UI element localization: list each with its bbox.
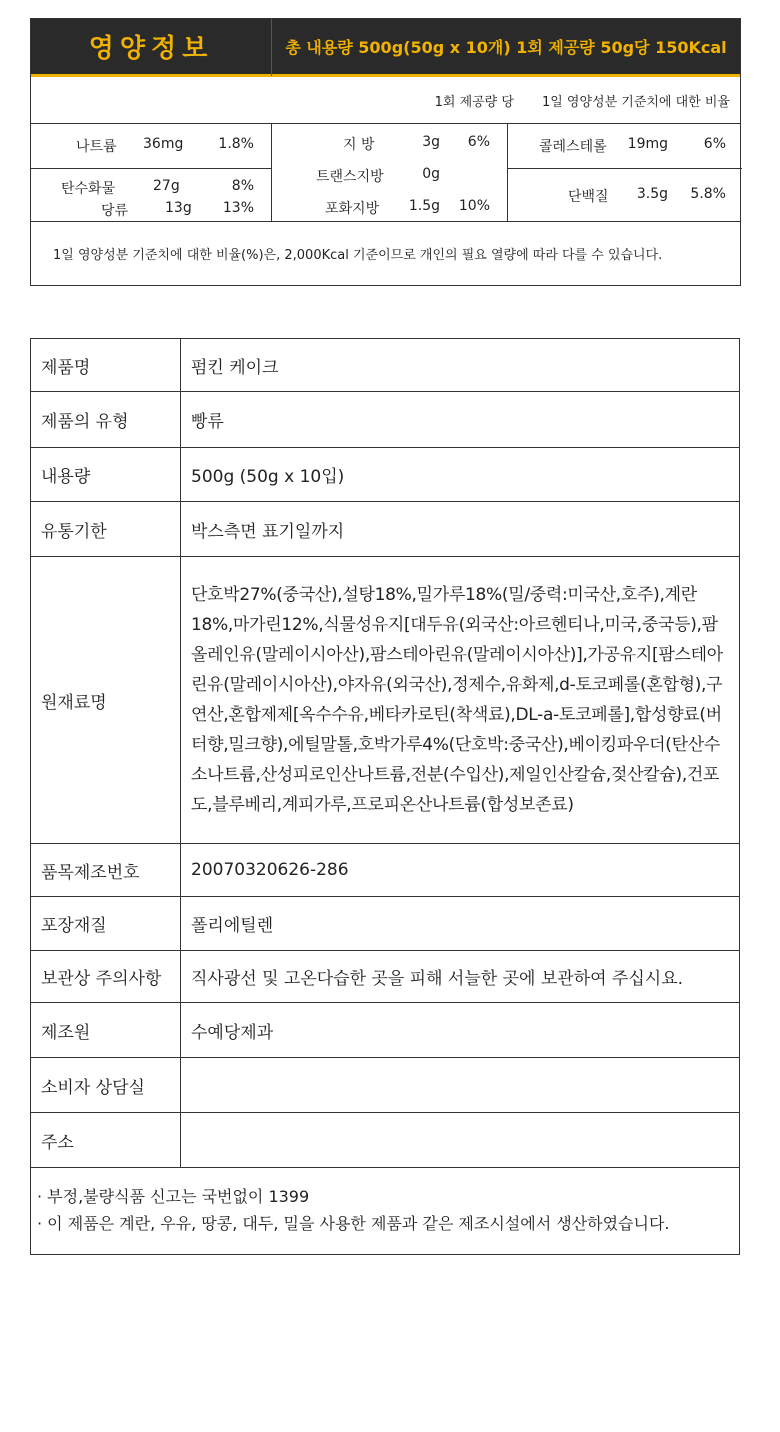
- row-value: [181, 1113, 740, 1168]
- nutrition-summary: 총 내용량 500g(50g x 10개) 1회 제공량 50g당 150Kcal: [285, 38, 727, 57]
- cholesterol-name: 콜레스테롤: [539, 139, 607, 155]
- row-value: 펌킨 케이크: [181, 339, 740, 392]
- carb-pct: 8%: [231, 178, 254, 194]
- row-label: 주소: [31, 1113, 181, 1168]
- grid-divider: [507, 124, 508, 222]
- note-line: · 이 제품은 계란, 우유, 땅콩, 대두, 밀을 사용한 제품과 같은 제조시설에서 생산하였습니다.: [37, 1214, 670, 1233]
- row-value: 수예당제과: [181, 1003, 740, 1058]
- trans-fat-name: 트랜스지방: [316, 169, 384, 185]
- nutrition-header: [31, 19, 740, 77]
- row-label: 유통기한: [31, 502, 181, 557]
- row-label: 내용량: [31, 448, 181, 502]
- row-label: 소비자 상담실: [31, 1058, 181, 1113]
- sat-fat-name: 포화지방: [325, 201, 380, 217]
- fat-amount: 3g: [422, 134, 440, 150]
- cholesterol-pct: 6%: [703, 136, 726, 152]
- nutrition-panel: [30, 18, 741, 286]
- row-value: 박스측면 표기일까지: [181, 502, 740, 557]
- sugar-amount: 13g: [165, 200, 192, 216]
- nutrition-title: 영양정보: [88, 34, 214, 64]
- table-row: [31, 339, 740, 392]
- fat-pct: 6%: [467, 134, 490, 150]
- nutrition-footnote: 1일 영양성분 기준치에 대한 비율(%)은, 2,000Kcal 기준이므로 개인의 필요 열량에 따라 다를 수 있습니다.: [53, 247, 663, 263]
- table-row: [31, 1113, 740, 1168]
- grid-divider: [31, 168, 271, 169]
- table-row: [31, 448, 740, 502]
- sodium-name: 나트륨: [76, 139, 117, 155]
- sat-fat-pct: 10%: [458, 198, 490, 214]
- col-daily-ratio: 1일 영양성분 기준치에 대한 비율: [541, 94, 730, 110]
- grid-divider: [271, 124, 272, 222]
- carb-name: 탄수화물: [61, 181, 116, 197]
- table-row: [31, 951, 740, 1003]
- carb-amount: 27g: [153, 178, 180, 194]
- grid-divider: [507, 168, 742, 169]
- row-label: 제조원: [31, 1003, 181, 1058]
- row-label: 원재료명: [31, 557, 181, 844]
- nutrition-column-header: [31, 77, 740, 124]
- sugar-pct: 13%: [222, 200, 254, 216]
- row-label: 포장재질: [31, 897, 181, 951]
- notes-box: [30, 1167, 740, 1255]
- col-per-serving: 1회 제공량 당: [434, 94, 514, 110]
- cholesterol-amount: 19mg: [627, 136, 668, 152]
- table-row: [31, 897, 740, 951]
- table-row: [31, 1058, 740, 1113]
- fat-name: 지 방: [343, 137, 375, 153]
- product-info-table: [30, 338, 740, 1168]
- table-row: [31, 392, 740, 448]
- nutrition-grid: [31, 124, 740, 222]
- note-line: · 부정,불량식품 신고는 국번없이 1399: [37, 1187, 310, 1206]
- row-label: 보관상 주의사항: [31, 951, 181, 1003]
- row-value: 500g (50g x 10입): [181, 448, 740, 502]
- sodium-amount: 36mg: [143, 136, 184, 152]
- table-row: [31, 844, 740, 897]
- row-label: 제품명: [31, 339, 181, 392]
- protein-amount: 3.5g: [636, 186, 668, 202]
- row-value: 20070320626-286: [181, 844, 740, 897]
- sat-fat-amount: 1.5g: [408, 198, 440, 214]
- protein-pct: 5.8%: [690, 186, 726, 202]
- sugar-name: 당류: [101, 203, 129, 219]
- row-value: [181, 1058, 740, 1113]
- row-value: 빵류: [181, 392, 740, 448]
- protein-name: 단백질: [568, 189, 609, 205]
- row-value: 폴리에틸렌: [181, 897, 740, 951]
- table-row: [31, 502, 740, 557]
- sodium-pct: 1.8%: [218, 136, 254, 152]
- ingredients-value: 단호박27%(중국산),설탕18%,밀가루18%(밀/중력:미국산,호주),계란18%,마가린12%,식물성유지[대두유(외국산:아르헨티나,미국,중국등),팜올레인유(말레이시아산),팜스테아린유(말레이시아산)],가공유지[팜스테아린유(말레이시아산),야자유(외국산),정제수,유화제,d-토코페롤(혼합형),구연산,혼합제제[옥수수유,베타카로틴(착색료),DL-a-토코페롤],합성향료(버터향,밀크향),에틸말톨,호박가루4%(단호박:중국산),베이킹파우더(탄산수소나트륨,산성피로인산나트륨,전분(수입산),제일인산칼슘,젖산칼슘),건포도,블루베리,계피가루,프로피온산나트륨(합성보존료): [181, 557, 740, 844]
- trans-fat-amount: 0g: [422, 166, 440, 182]
- row-value: 직사광선 및 고온다습한 곳을 피해 서늘한 곳에 보관하여 주십시요.: [181, 951, 740, 1003]
- row-label: 제품의 유형: [31, 392, 181, 448]
- row-label: 품목제조번호: [31, 844, 181, 897]
- table-row: [31, 557, 740, 844]
- table-row: [31, 1003, 740, 1058]
